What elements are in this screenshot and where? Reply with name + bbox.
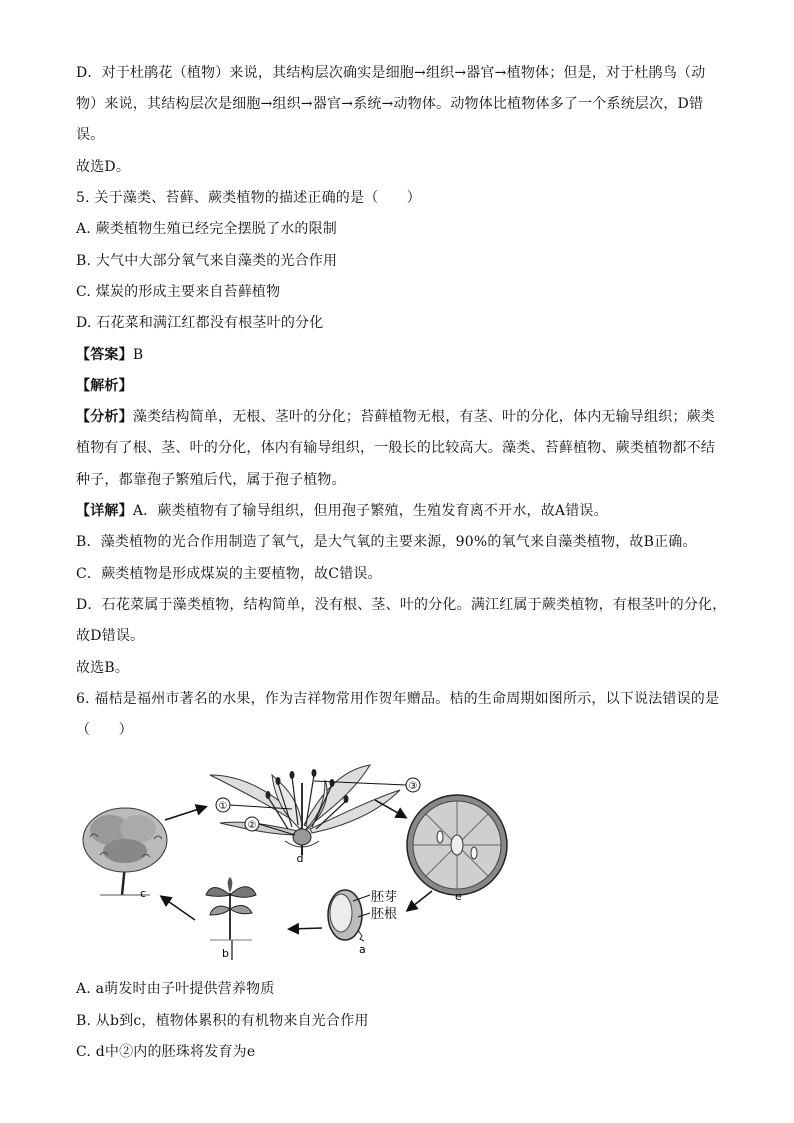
label-e: e (455, 890, 462, 903)
q5-stem: 5. 关于藻类、苔藓、蕨类植物的描述正确的是（ ） (76, 190, 422, 206)
q5-fenxi-line1 (76, 407, 716, 427)
q5-option-d: D. 石花菜和满江红都没有根茎叶的分化 (76, 315, 324, 331)
q5-xiangjie-b: B．藻类植物的光合作用制造了氧气，是大气氧的主要来源，90%的氧气来自藻类植物，故B正确。 (76, 534, 697, 550)
fenxi-label: 【分析】 (76, 409, 133, 425)
label-a: a (359, 943, 366, 956)
q6-option-c: C. d中②内的胚珠将发育为e (76, 1044, 256, 1060)
tree-c-drawing (83, 808, 167, 895)
arrow-d-to-e (375, 800, 405, 817)
q5-xiangjie-d1: D．石花菜属于藻类植物，结构简单，没有根、茎、叶的分化。满江红属于蕨类植物，有根茎叶的分化， (76, 597, 727, 613)
q5-option-c: C. 煤炭的形成主要来自苔藓植物 (76, 284, 281, 300)
seed-a-drawing (328, 890, 364, 941)
q4-select: 故选D。 (76, 159, 131, 175)
q5-fenxi-line2: 植物有了根、茎、叶的分化，体内有输导组织，一般长的比较高大。藻类、苔藓植物、蕨类植物都不结 (76, 440, 715, 456)
xiangjie-a-text: A．蕨类植物有了输导组织，但用孢子繁殖，生殖发育离不开水，故A错误。 (132, 503, 608, 519)
label-2: ② (247, 820, 257, 831)
q6-option-a: A. a萌发时由子叶提供营养物质 (76, 981, 275, 997)
label-b: b (222, 947, 229, 960)
orange-e-drawing (407, 795, 507, 895)
q4-option-d-line3: 误。 (76, 127, 105, 143)
q4-option-d-line2: 物）来说，其结构层次是细胞→组织→器官→系统→动物体。动物体比植物体多了一个系统层次，D错 (76, 96, 704, 112)
q5-select: 故选B。 (76, 660, 130, 676)
label-c: c (140, 887, 147, 900)
arrow-a-to-b (290, 928, 322, 929)
arrow-c-to-d (165, 807, 205, 820)
label-peiya: 胚芽 (371, 890, 398, 905)
q5-option-a: A. 蕨类植物生殖已经完全摆脱了水的限制 (76, 221, 338, 237)
q5-xiangjie-a (76, 501, 716, 521)
answer-value: B (132, 347, 144, 363)
arrow-b-to-c (162, 897, 195, 920)
q6-option-b: B. 从b到c，植物体累积的有机物来自光合作用 (76, 1013, 369, 1029)
xiangjie-label: 【详解】 (76, 503, 133, 519)
q5-xiangjie-d2: 故D错误。 (76, 628, 145, 644)
label-d: d (296, 852, 304, 865)
label-3: ③ (408, 781, 418, 792)
q5-fenxi-line3: 种子，都靠孢子繁殖后代，属于孢子植物。 (76, 472, 346, 488)
fenxi-text-1: 藻类结构简单，无根、茎叶的分化；苔藓植物无根，有茎、叶的分化，体内无输导组织；蕨类 (132, 409, 716, 425)
q5-option-b: B. 大气中大部分氧气来自藻类的光合作用 (76, 253, 338, 269)
label-1: ① (218, 801, 228, 812)
label-peigen: 胚根 (371, 907, 398, 922)
q6-stem-line1: 6. 福桔是福州市著名的水果，作为吉祥物常用作贺年赠品。桔的生命周期如图所示，以下说法错误的是 (76, 691, 720, 707)
orange-life-cycle-figure (70, 745, 530, 960)
arrow-e-to-a (408, 891, 432, 910)
answer-label: 【答案】 (76, 347, 133, 363)
seedling-b-drawing (206, 877, 256, 960)
flower-d-drawing (210, 765, 400, 855)
analysis-label: 【解析】 (76, 378, 133, 394)
q5-xiangjie-c: C．蕨类植物是形成煤炭的主要植物，故C错误。 (76, 566, 382, 582)
q4-option-d-line1: D．对于杜鹃花（植物）来说，其结构层次确实是细胞→组织→器官→植物体；但是，对于杜鹃鸟（动 (76, 65, 706, 81)
q6-stem-line2: （ ） (76, 722, 133, 738)
q5-answer (76, 345, 716, 365)
